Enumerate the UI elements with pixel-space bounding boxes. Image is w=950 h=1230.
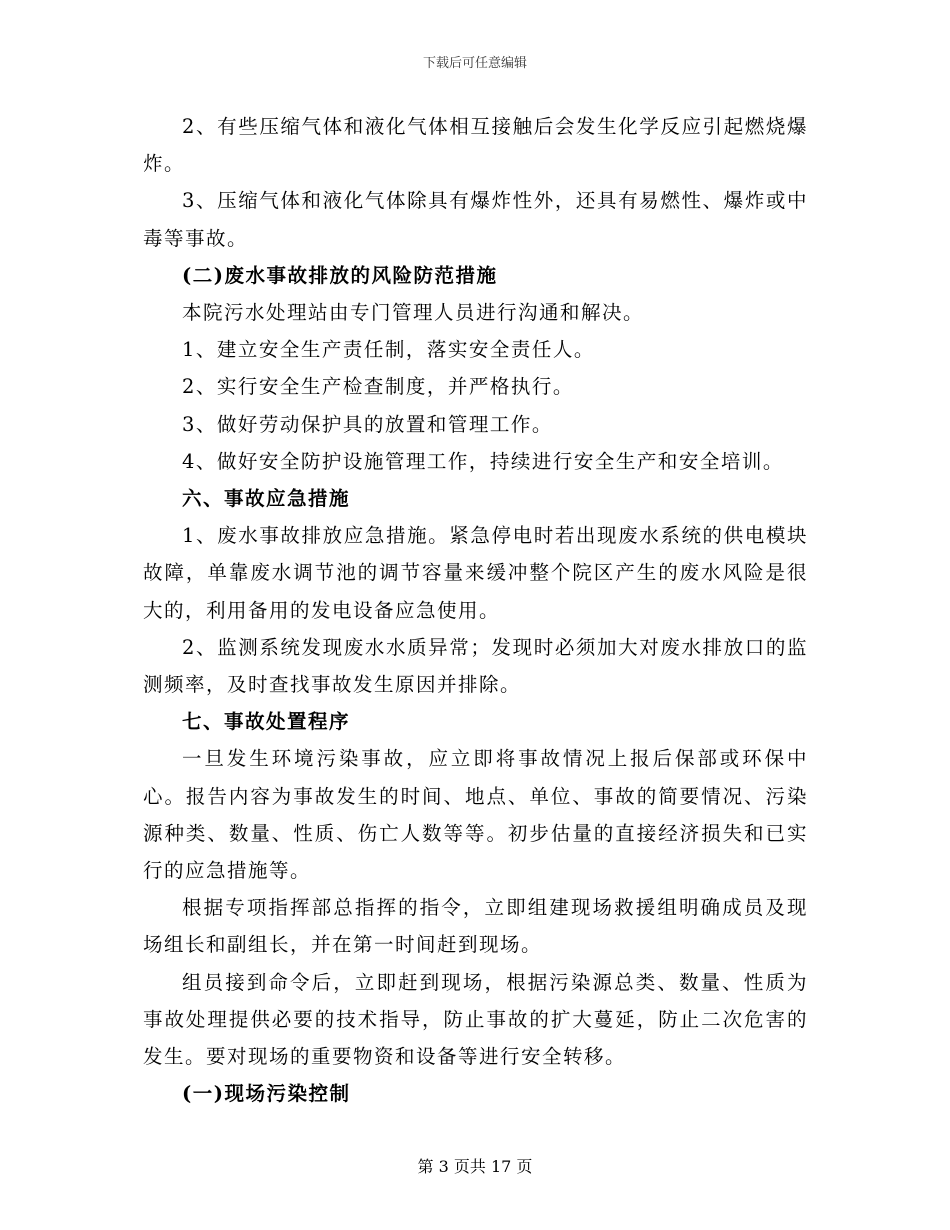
section-heading: 七、事故处置程序	[182, 710, 351, 734]
section-heading: (一)现场污染控制	[182, 1082, 351, 1106]
paragraph: 3、做好劳动保护具的放置和管理工作。	[182, 412, 553, 436]
document-body	[143, 108, 808, 1112]
section-heading: (二)废水事故排放的风险防范措施	[182, 263, 498, 287]
paragraph: 1、废水事故排放应急措施。紧急停电时若出现废水系统的供电模块故障，单靠废水调节池的调节容量来缓冲整个院区产生的废水风险是很大的，利用备用的发电设备应急使用。	[143, 524, 808, 622]
paragraph: 2、实行安全生产检查制度，并严格执行。	[182, 375, 574, 399]
paragraph: 根据专项指挥部总指挥的指令，立即组建现场救援组明确成员及现场组长和副组长，并在第一时间赶到现场。	[143, 896, 808, 957]
paragraph: 一旦发生环境污染事故，应立即将事故情况上报后保部或环保中心。报告内容为事故发生的时间、地点、单位、事故的简要情况、污染源种类、数量、性质、伤亡人数等等。初步估量的直接经济损失和已实行的应急措施等。	[143, 747, 808, 883]
paragraph: 1、建立安全生产责任制，落实安全责任人。	[182, 338, 595, 362]
page-header: 下载后可任意编辑	[422, 56, 527, 71]
paragraph: 本院污水处理站由专门管理人员进行沟通和解决。	[182, 301, 645, 325]
paragraph: 4、做好安全防护设施管理工作，持续进行安全生产和安全培训。	[182, 449, 784, 473]
section-heading: 六、事故应急措施	[182, 487, 351, 511]
page-footer: 第 3 页共 17 页	[417, 1157, 533, 1176]
paragraph: 3、压缩气体和液化气体除具有爆炸性外，还具有易燃性、爆炸或中毒等事故。	[143, 189, 808, 250]
paragraph: 组员接到命令后，立即赶到现场，根据污染源总类、数量、性质为事故处理提供必要的技术指导，防止事故的扩大蔓延，防止二次危害的发生。要对现场的重要物资和设备等进行安全转移。	[143, 970, 808, 1069]
paragraph: 2、有些压缩气体和液化气体相互接触后会发生化学反应引起燃烧爆炸。	[143, 115, 808, 176]
paragraph: 2、监测系统发现废水水质异常；发现时必须加大对废水排放口的监测频率，及时查找事故发生原因并排除。	[143, 635, 808, 697]
